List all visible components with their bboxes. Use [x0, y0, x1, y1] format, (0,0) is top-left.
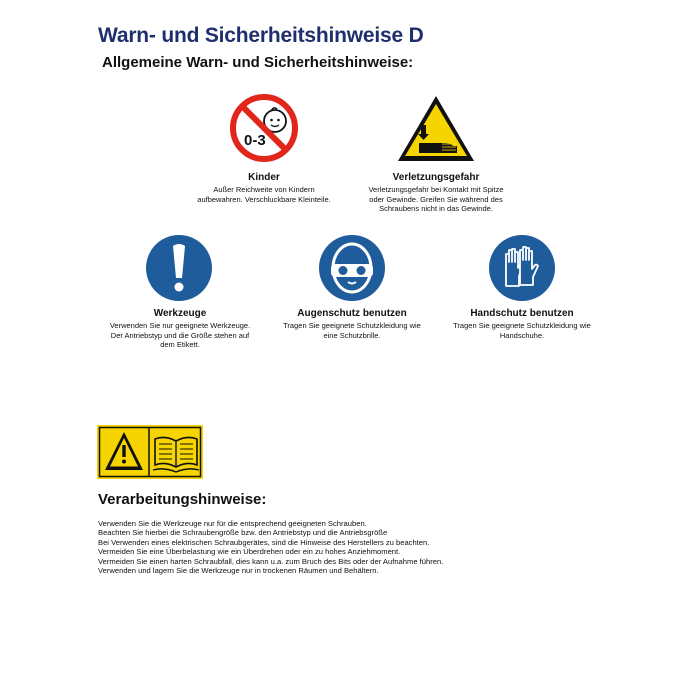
caption-handschutz-text: Tragen Sie geeignete Schutzkleidung wie Handschuhe. [453, 321, 591, 340]
caption-handschutz-heading: Handschutz benutzen [470, 308, 574, 319]
caption-werkzeuge-text: Verwenden Sie nur geeignete Werkzeuge. Der Antriebstyp und die Größe stehen auf dem Etikett. [109, 321, 251, 349]
warning-read-manual-icon [97, 425, 203, 479]
caption-kinder [164, 172, 364, 204]
caption-augenschutz-text: Tragen Sie geeignete Schutzkleidung wie eine Schutzbrille. [283, 321, 421, 340]
no-children-0-3-icon [230, 94, 298, 162]
svg-text:0-3: 0-3 [244, 132, 266, 149]
processing-heading: Verarbeitungshinweise: [98, 491, 267, 508]
eye-protection-icon [318, 234, 386, 302]
processing-line: Vermeiden Sie einen harten Schraubfall, dies kann u.a. zum Bruch des Bits oder der Aufnahme führen. [98, 556, 444, 566]
caption-werkzeuge-heading: Werkzeuge [153, 308, 207, 319]
caption-handschutz [422, 308, 622, 340]
processing-line: Vermeiden Sie eine Überbelastung wie ein Überdrehen oder ein zu hohes Anziehmoment. [98, 547, 401, 557]
caption-werkzeuge [80, 308, 280, 350]
processing-line: Verwenden Sie die Werkzeuge nur für die entsprechend geeigneten Schrauben. [98, 519, 367, 528]
page-title: Warn- und Sicherheitshinweise D [98, 24, 424, 47]
gloves-icon [488, 234, 556, 302]
caption-verletzungsgefahr-text: Verletzungsgefahr bei Kontakt mit Spitze oder Gewinde. Greifen Sie während des Schraubens nicht in das Gewinde. [368, 185, 504, 213]
section-subtitle: Allgemeine Warn- und Sicherheitshinweise: [102, 54, 414, 71]
exclamation-mandatory-icon [145, 234, 213, 302]
processing-line: Beachten Sie hierbei die Schraubengröße bzw. den Antriebstyp und die Antriebsgröße [98, 528, 388, 538]
caption-verletzungsgefahr [336, 172, 536, 214]
processing-text [98, 519, 443, 575]
caption-verletzungsgefahr-heading: Verletzungsgefahr [392, 172, 480, 183]
caption-kinder-text: Außer Reichweite von Kindern aufbewahren. Verschluckbare Kleinteile. [197, 185, 331, 204]
caption-kinder-heading: Kinder [248, 172, 280, 183]
caption-augenschutz-heading: Augenschutz benutzen [297, 308, 407, 319]
processing-line: Verwenden und lagern Sie die Werkzeuge nur in trockenen Räumen und Behältern. [98, 566, 379, 576]
processing-line: Bei Verwenden eines elektrischen Schraubgerätes, sind die Hinweise des Herstellers zu beachten. [98, 537, 430, 547]
hand-crush-warning-icon [396, 94, 476, 164]
